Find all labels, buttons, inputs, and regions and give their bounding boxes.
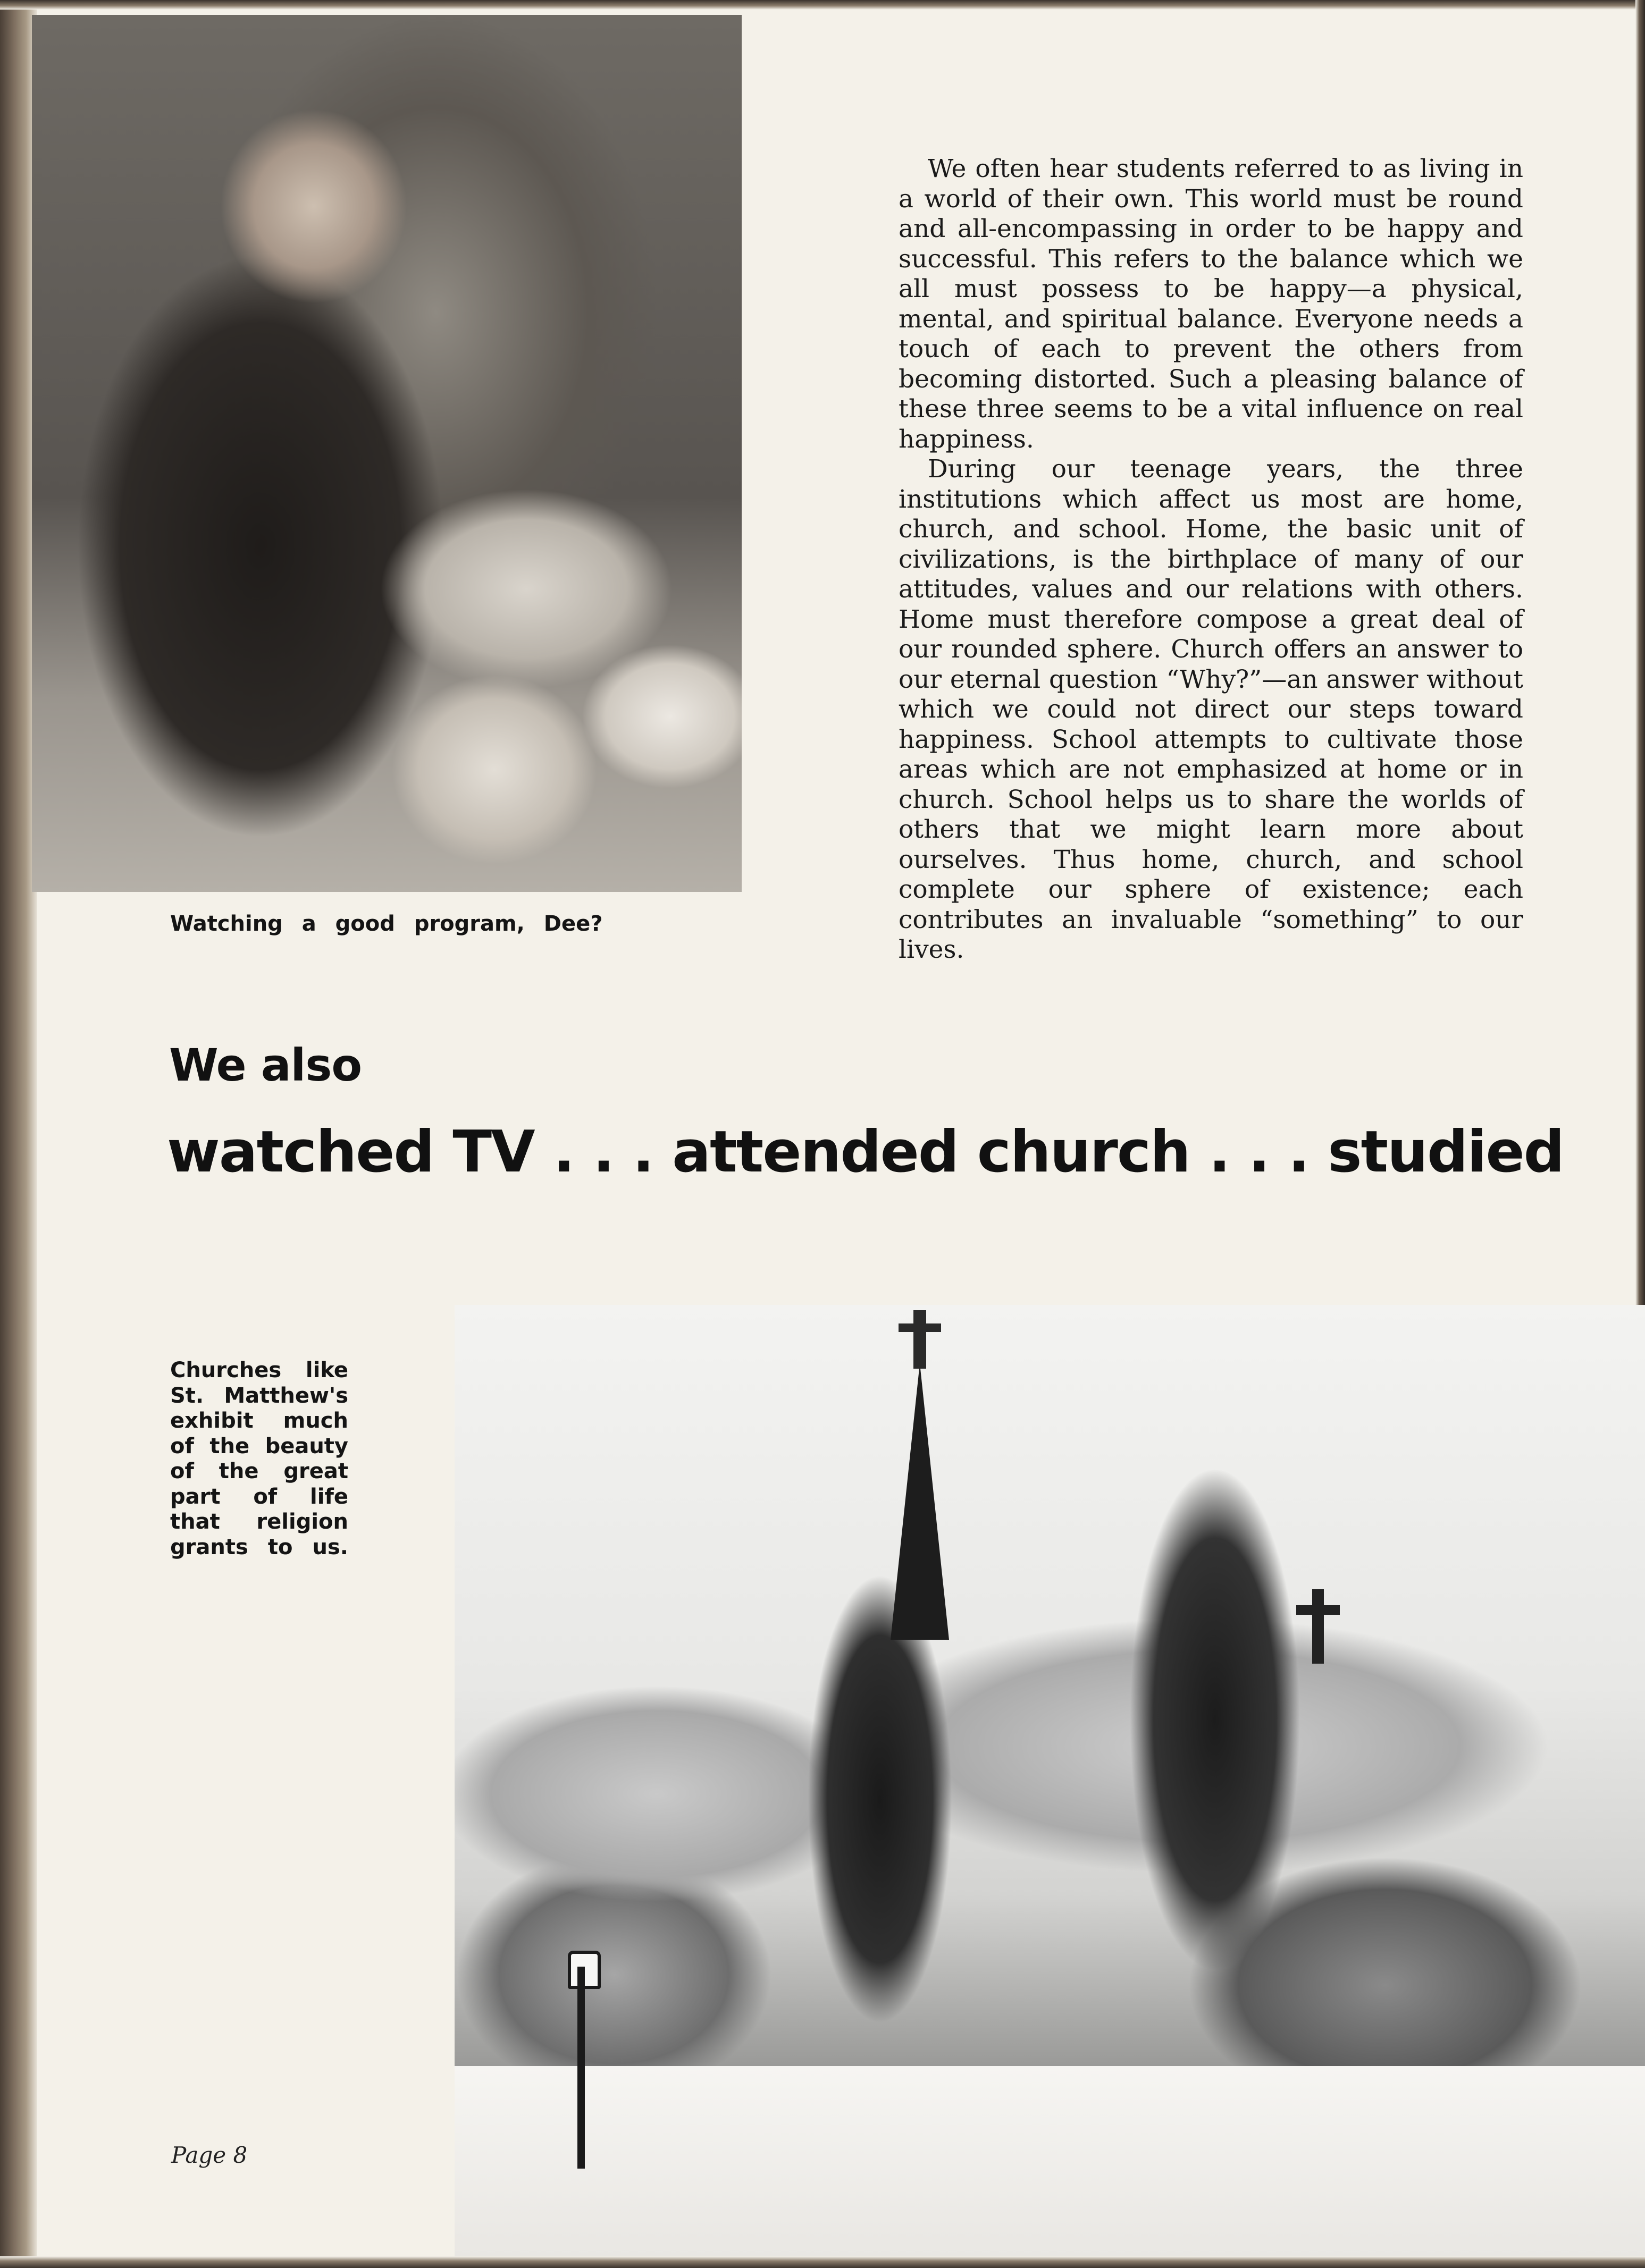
page-number: Page 8 [171,2142,248,2168]
article-paragraph-1: We often hear students referred to as living in a world of their own. This world must be round and all-encompassing in order to be happy and successful. This refers to the balance which we all must possess to be happy—a physical, mental, and spiritual balance. Everyone needs a touch of each to prevent the others from becoming distorted. Such a pleasing balance of these three seems to be a vital influence on real happiness. [899,154,1523,454]
photo-tv-caption: Watching a good program, Dee? [170,912,603,936]
photo-st-matthews-church [455,1305,1645,2256]
gable-cross-bar-shape [1296,1605,1340,1615]
gable-cross-icon [1312,1589,1324,1664]
page-top-edge [0,0,1645,10]
headline-line-2: watched TV . . . attended church . . . studied [167,1119,1564,1185]
article-body [899,154,1523,965]
page-bottom-edge [0,2256,1645,2268]
photo-student-watching-tv [32,15,742,892]
spire-cross-bar-shape [899,1323,941,1332]
headline-line-1: We also [169,1039,362,1091]
photo-church-caption: Churches like St. Matthew's exhibit much of the beauty of the great part of life that religion grants to us. [170,1358,348,1559]
article-paragraph-2: During our teenage years, the three institutions which affect us most are home, church, and school. Home, the basic unit of civilizations, is the birthplace of many of our attitudes, values and our relations with others. Home must therefore compose a great deal of our rounded sphere. Church offers an answer to our eternal question “Why?”—an answer without which we could not direct our steps toward happiness. School attempts to cultivate those areas which are not emphasized at home or in church. School helps us to share the worlds of others that we might learn more about ourselves. Thus home, church, and school complete our sphere of existence; each contributes an invaluable “something” to our lives. [899,454,1523,964]
lamp-post-pole [577,1967,585,2169]
church-spire-shape [891,1363,949,1640]
spire-cross-icon [913,1310,926,1369]
